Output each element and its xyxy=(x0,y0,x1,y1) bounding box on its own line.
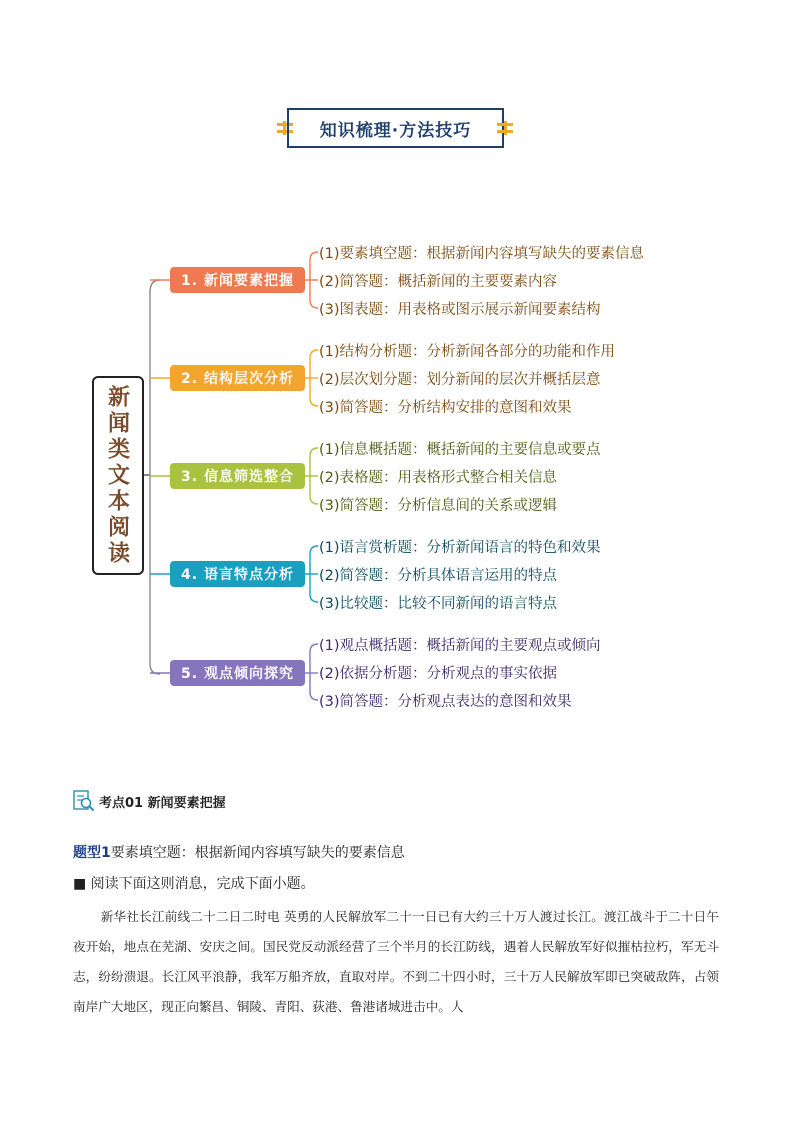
leaf-item: (2)层次划分题：划分新闻的层次并概括层意 xyxy=(319,372,601,388)
leaf-item: (2)简答题：分析具体语言运用的特点 xyxy=(319,568,558,584)
leaf-item: (1)要素填空题：根据新闻内容填写缺失的要素信息 xyxy=(319,246,645,262)
mindmap-root xyxy=(92,376,144,575)
mindmap-root-label: 新闻类文本阅读 xyxy=(104,384,131,567)
leaf-item: (3)比较题：比较不同新闻的语言特点 xyxy=(319,596,558,612)
branch-news-elements xyxy=(170,267,305,293)
branch-viewpoint xyxy=(170,660,305,686)
branch-label: 1. 新闻要素把握 xyxy=(181,273,294,289)
question-type-line xyxy=(73,842,405,862)
branch-label: 3. 信息筛选整合 xyxy=(181,469,294,485)
branch-language xyxy=(170,561,305,587)
leaf-item: (2)表格题：用表格形式整合相关信息 xyxy=(319,470,558,486)
leaf-item: (3)图表题：用表格或图示展示新闻要素结构 xyxy=(319,302,601,318)
question-type-label: 题型1 xyxy=(73,845,111,861)
branch-structure xyxy=(170,365,305,391)
branch-label: 4. 语言特点分析 xyxy=(181,567,294,583)
leaf-item: (1)信息概括题：概括新闻的主要信息或要点 xyxy=(319,442,601,458)
magnifier-document-icon xyxy=(73,790,93,812)
question-type-text: 要素填空题：根据新闻内容填写缺失的要素信息 xyxy=(110,845,405,861)
leaf-item: (3)简答题：分析信息间的关系或逻辑 xyxy=(319,498,558,514)
leaf-item: (1)语言赏析题：分析新闻语言的特色和效果 xyxy=(319,540,601,556)
section-heading-text: 考点01 新闻要素把握 xyxy=(99,795,226,811)
leaf-item: (2)简答题：概括新闻的主要要素内容 xyxy=(319,274,558,290)
leaf-item: (1)观点概括题：概括新闻的主要观点或倾向 xyxy=(319,638,601,654)
page-title-text: 知识梳理·方法技巧 xyxy=(319,120,472,141)
leaf-item: (2)依据分析题：分析观点的事实依据 xyxy=(319,666,558,682)
leaf-item: (3)简答题：分析观点表达的意图和效果 xyxy=(319,694,572,710)
leaf-item: (1)结构分析题：分析新闻各部分的功能和作用 xyxy=(319,344,616,360)
branch-label: 2. 结构层次分析 xyxy=(181,371,294,387)
instruction-text: ■ 阅读下面这则消息，完成下面小题。 xyxy=(73,876,315,892)
section-heading xyxy=(73,790,226,812)
branch-information xyxy=(170,463,305,489)
branch-label: 5. 观点倾向探究 xyxy=(181,666,294,682)
news-paragraph: 新华社长江前线二十二日二时电 英勇的人民解放军二十一日已有大约三十万人渡过长江。渡江战斗于二十日午夜开始，地点在芜湖、安庆之间。国民党反动派经营了三个半月的长江防线，遇着人民解放军好似摧枯拉朽，军无斗志，纷纷溃退。长江风平浪静，我军万船齐放，直取对岸。不到二十四小时，三十万人民解放军即已突破敌阵，占领南岸广大地区，现正向繁昌、铜陵、青阳、荻港、鲁港诸城进击中。人 xyxy=(73,909,719,1014)
leaf-item: (3)简答题：分析结构安排的意图和效果 xyxy=(319,400,572,416)
